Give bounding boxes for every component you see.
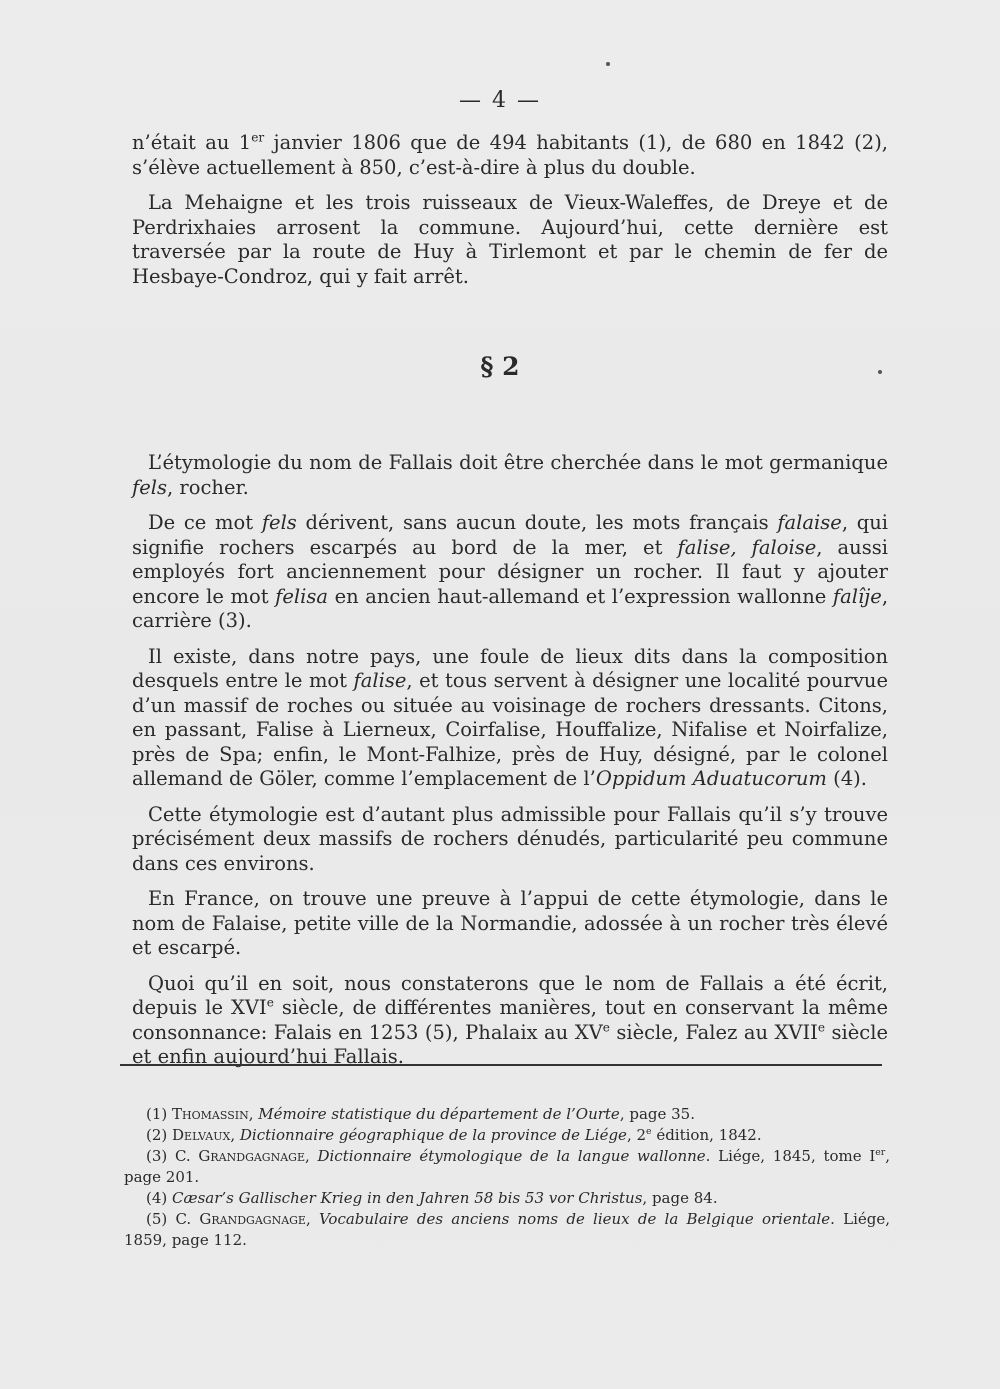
paragraph [132,511,888,634]
footnote [124,1146,890,1188]
italic-text: falîje [832,584,882,608]
paper-speck [878,370,882,374]
text-run: en ancien haut-allemand et l’expression wallonne [328,584,833,608]
text-run: siècle, de différentes manières, tout en conservant la même consonnance: Falais en 1253 (5), Phalaix au XV [132,996,889,1044]
text-run: , rocher. [167,475,249,499]
italic-text: Cæsar’s Gallischer Krieg in den Jahren 58 bis 53 vor Christus [172,1189,643,1207]
superscript: e [817,1020,826,1034]
text-run: C. [174,1147,199,1165]
superscript: e [602,1020,610,1034]
text-run: , carrière (3). [132,584,889,632]
text-run: , [248,1105,259,1123]
text-run: , aussi employés fort anciennement pour désigner un rocher. Il faut y ajouter encore le mot [132,535,888,608]
italic-text: falise [353,669,407,692]
text-run: , et tous servent à désigner une localité pourvue d’un massif de roches ou située au voisinage de rochers dressants. Citons, en passant, Falise à Lierneux, Coirfalise, Houffalize, Nifalise et Noirfalize, près de Spa; enfin, le Mont-Falhize, près de Huy, désigné, par le colonel allemand de Göler, comme l’emplacement de l’ [132,669,888,790]
section-body-text [132,451,888,1070]
footnote [124,1104,890,1125]
text-run: La Mehaigne et les trois ruisseaux de Vieux-Waleffes, de Dreye et de Perdrixhaies arrosent la commune. Aujourd’hui, cette dernière est traversée par la route de Huy à Tirlemont et par le chemin de fer de Hesbaye-Condroz, qui y fait arrêt. [132,191,888,288]
text-run: (4). [826,767,867,790]
superscript: er [251,130,265,145]
text-run: dérivent, sans aucun doute, les mots français [296,511,778,534]
italic-text: falaise [777,511,842,534]
text-run: n’était au 1 [132,131,252,154]
text-run: Quoi qu’il en soit, nous constaterons que le nom de Fallais a été écrit, depuis le XVI [132,971,888,1019]
italic-text: Dictionnaire géographique de la province de Liége [239,1126,627,1144]
footnote [124,1209,890,1251]
text-run: , 2 [626,1126,647,1144]
text-run: , page 201. [124,1147,890,1186]
footnote-number: (5) [146,1210,168,1228]
italic-text: Oppidum Aduatucorum [595,767,827,790]
footnote [124,1125,890,1146]
author-name: Grandgagnage [198,1147,305,1165]
footnote-divider [120,1064,882,1066]
text-run: . Liége, 1845, tome I [705,1147,876,1165]
paragraph [132,803,888,877]
italic-text: falise, faloise [677,535,817,559]
text-run: édition, 1842. [651,1126,762,1144]
text-run: , page 84. [642,1189,718,1207]
text-run: En France, on trouve une preuve à l’appui de cette étymologie, dans le nom de Falaise, petite ville de la Normandie, adossée à un rocher très élevé et escarpé. [132,887,888,959]
italic-text: Vocabulaire des anciens noms de lieux de la Belgique orientale [318,1210,831,1228]
superscript: e [646,1126,652,1137]
text-run: , [304,1147,318,1165]
intro-text-block [132,131,888,289]
text-run: De ce mot [148,511,262,534]
text-run: siècle, Falez au XVII [609,1020,818,1044]
paragraph [132,645,888,792]
superscript: e [266,995,274,1010]
text-run: , [305,1210,319,1228]
text-run: , [230,1126,240,1144]
footnote [124,1188,890,1209]
text-run: siècle et enfin aujourd’hui Fallais. [132,1020,888,1068]
footnote-number: (4) [146,1189,168,1207]
author-name: Grandgagnage [199,1210,306,1228]
italic-text: fels [132,475,168,499]
paragraph [132,191,888,289]
text-run: . Liége, 1859, page 112. [124,1210,891,1249]
page-number: — 4 — [459,88,541,113]
paragraph [132,972,888,1070]
text-run: L’étymologie du nom de Fallais doit être cherchée dans le mot germanique [148,451,888,474]
paragraph [132,131,888,180]
superscript: er [875,1147,886,1158]
text-run: janvier 1806 que de 494 habitants (1), de 680 en 1842 (2), s’élève actuellement à 850, c’est-à-dire à plus du double. [132,131,888,179]
paragraph [132,887,888,961]
italic-text: fels [261,511,297,534]
text-run: , qui signifie rochers escarpés au bord de la mer, et [132,511,888,559]
author-name: Delvaux [172,1126,231,1144]
italic-text: Mémoire statistique du département de l’Ourte [258,1105,620,1123]
text-run: Cette étymologie est d’autant plus admissible pour Fallais qu’il s’y trouve précisément deux massifs de rochers dénudés, particularité peu commune dans ces environs. [132,802,888,875]
paragraph [132,451,888,500]
author-name: Thomassin [172,1105,249,1123]
footnotes [124,1104,890,1251]
footnote-number: (3) [146,1147,168,1165]
footnote-number: (2) [146,1126,168,1144]
section-heading: § 2 [480,352,520,381]
footnote-number: (1) [146,1105,168,1123]
text-run: Il existe, dans notre pays, une foule de lieux dits dans la composition desquels entre le mot [132,644,888,692]
paper-speck [606,62,610,66]
italic-text: Dictionnaire étymologique de la langue wallonne [317,1147,706,1165]
text-run: C. [175,1210,200,1228]
text-run: , page 35. [619,1105,695,1123]
italic-text: felisa [275,584,329,608]
